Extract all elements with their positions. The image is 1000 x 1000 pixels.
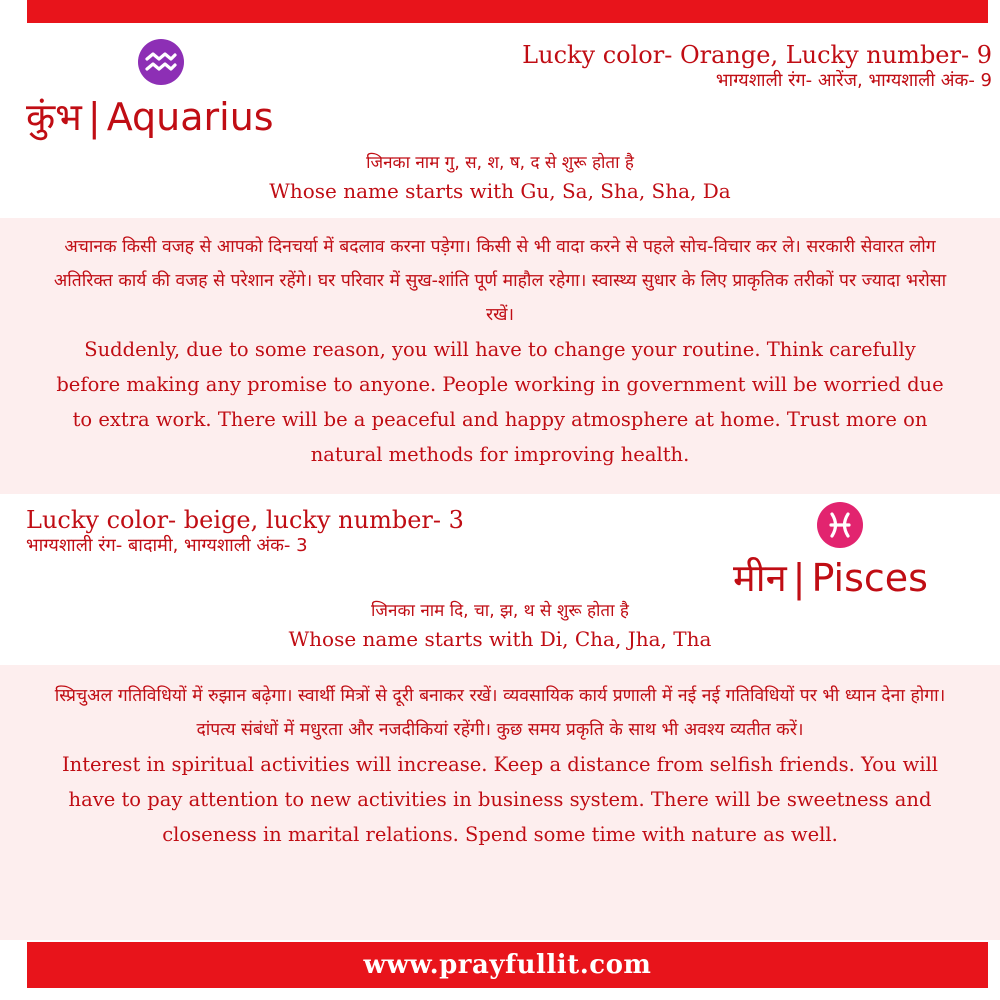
aquarius-lucky-hindi: भाग्यशाली रंग- आरेंज, भाग्यशाली अंक- 9 — [715, 70, 992, 91]
aquarius-starts-hindi: जिनका नाम गु, स, श, ष, द से शुरू होता है — [366, 153, 634, 173]
aquarius-title — [26, 95, 274, 139]
aquarius-name-english: Aquarius — [106, 95, 274, 139]
aquarius-prediction-panel — [0, 218, 1000, 494]
top-banner-bar — [27, 0, 988, 23]
pisces-starts-english: Whose name starts with Di, Cha, Jha, Tha — [288, 627, 712, 651]
pisces-name-hindi: मीन — [733, 556, 787, 600]
pisces-lucky-english: Lucky color- beige, lucky number- 3 — [26, 506, 464, 534]
aquarius-starts-english: Whose name starts with Gu, Sa, Sha, Sha, Da — [269, 179, 731, 203]
aquarius-name-hindi: कुंभ — [26, 95, 82, 139]
pisces-lucky-info — [26, 507, 464, 557]
pisces-name-starts — [0, 598, 1000, 654]
pisces-prediction-hindi: स्प्रिचुअल गतिविधियों में रुझान बढ़ेगा। स्वार्थी मित्रों से दूरी बनाकर रखें। व्यवसायिक कार्य प्रणाली में नई नई गतिविधियों पर भी ध्यान देना होगा। दांपत्य संबंधों में मधुरता और नजदीकियां रहेंगी। कुछ समय प्रकृति के साथ भी अवश्य व्यतीत करें। — [54, 686, 946, 740]
title-separator: | — [87, 95, 101, 139]
pisces-prediction-english: Interest in spiritual activities will increase. Keep a distance from selfish friends. You will have to pay attention to new activities in business system. There will be sweetness and closeness in marital relations. Spend some time with nature as well. — [61, 753, 939, 846]
pisces-prediction-panel — [0, 665, 1000, 940]
aquarius-prediction-english: Suddenly, due to some reason, you will have to change your routine. Think carefully before making any promise to anyone. People working in government will be worried due to extra work. There will be a peaceful and happy atmosphere at home. Trust more on natural methods for improving health. — [56, 338, 944, 466]
aquarius-prediction-hindi: अचानक किसी वजह से आपको दिनचर्या में बदलाव करना पड़ेगा। किसी से भी वादा करने से पहले सोच-विचार कर ले। सरकारी सेवारत लोग अतिरिक्त कार्य की वजह से परेशान रहेंगे। घर परिवार में सुख-शांति पूर्ण माहौल रहेगा। स्वास्थ्य सुधार के लिए प्राकृतिक तरीकों पर ज्यादा भरोसा रखें। — [53, 237, 947, 325]
title-separator: | — [792, 556, 806, 600]
website-link[interactable]: www.prayfullit.com — [363, 950, 652, 980]
pisces-title — [733, 556, 928, 600]
footer-bar — [27, 942, 988, 988]
aquarius-lucky-info — [522, 42, 992, 92]
pisces-lucky-hindi: भाग्यशाली रंग- बादामी, भाग्यशाली अंक- 3 — [26, 535, 308, 556]
pisces-name-english: Pisces — [811, 556, 928, 600]
aquarius-name-starts — [0, 150, 1000, 206]
pisces-symbol-icon — [817, 502, 863, 548]
aquarius-symbol-icon — [138, 39, 184, 85]
aquarius-lucky-english: Lucky color- Orange, Lucky number- 9 — [522, 41, 992, 69]
pisces-starts-hindi: जिनका नाम दि, चा, झ, थ से शुरू होता है — [371, 601, 629, 621]
